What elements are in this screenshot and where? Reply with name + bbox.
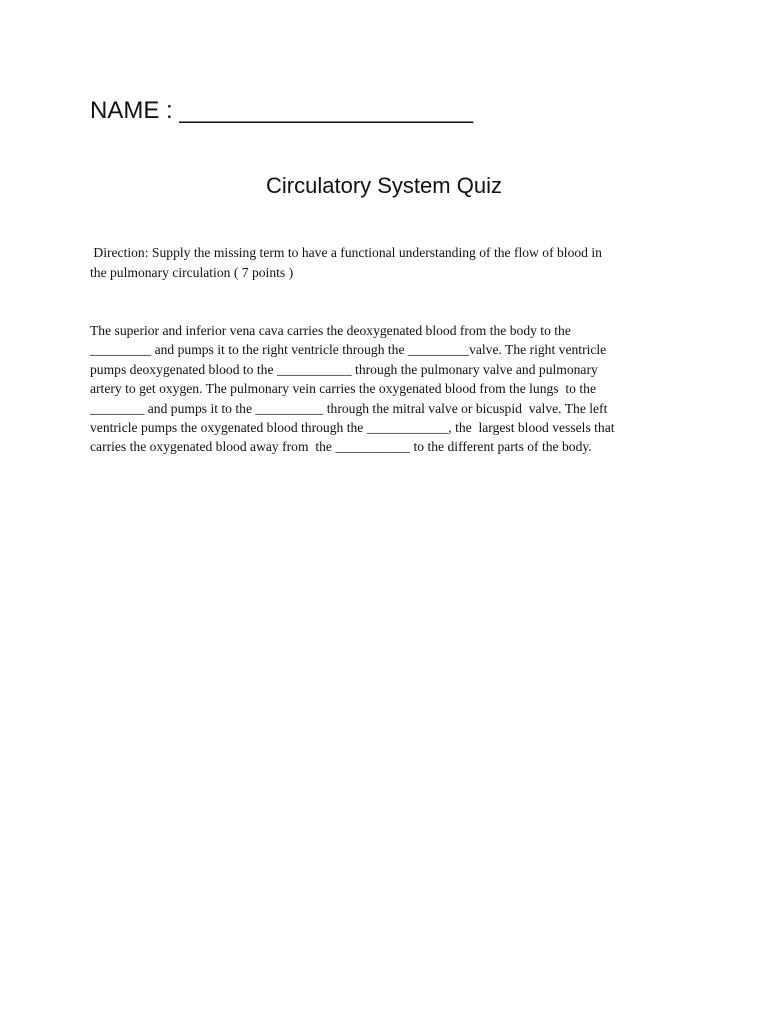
direction-text — [90, 243, 680, 282]
page-title: Circulatory System Quiz — [266, 173, 502, 198]
paragraph-line: ________ and pumps it to the __________ through the mitral valve or bicuspid valve. The left — [90, 400, 608, 416]
paragraph-line: carries the oxygenated blood away from the ___________ to the different parts of the body. — [90, 439, 592, 455]
paragraph-line: _________ and pumps it to the right ventricle through the _________valve. The right ventricle — [90, 342, 607, 358]
quiz-paragraph — [90, 321, 690, 457]
direction-line: the pulmonary circulation ( 7 points ) — [90, 264, 294, 280]
paragraph-line: The superior and inferior vena cava carries the deoxygenated blood from the body to the — [90, 323, 571, 338]
paragraph-line: artery to get oxygen. The pulmonary vein carries the oxygenated blood from the lungs to the — [90, 381, 596, 397]
direction-line: Direction: Supply the missing term to have a functional understanding of the flow of blood in — [90, 245, 602, 260]
name-field-label: NAME : ______________________ — [90, 97, 473, 124]
paragraph-line: pumps deoxygenated blood to the ___________ through the pulmonary valve and pulmonary — [90, 361, 598, 377]
paragraph-line: ventricle pumps the oxygenated blood through the ____________, the largest blood vessels that — [90, 420, 615, 436]
